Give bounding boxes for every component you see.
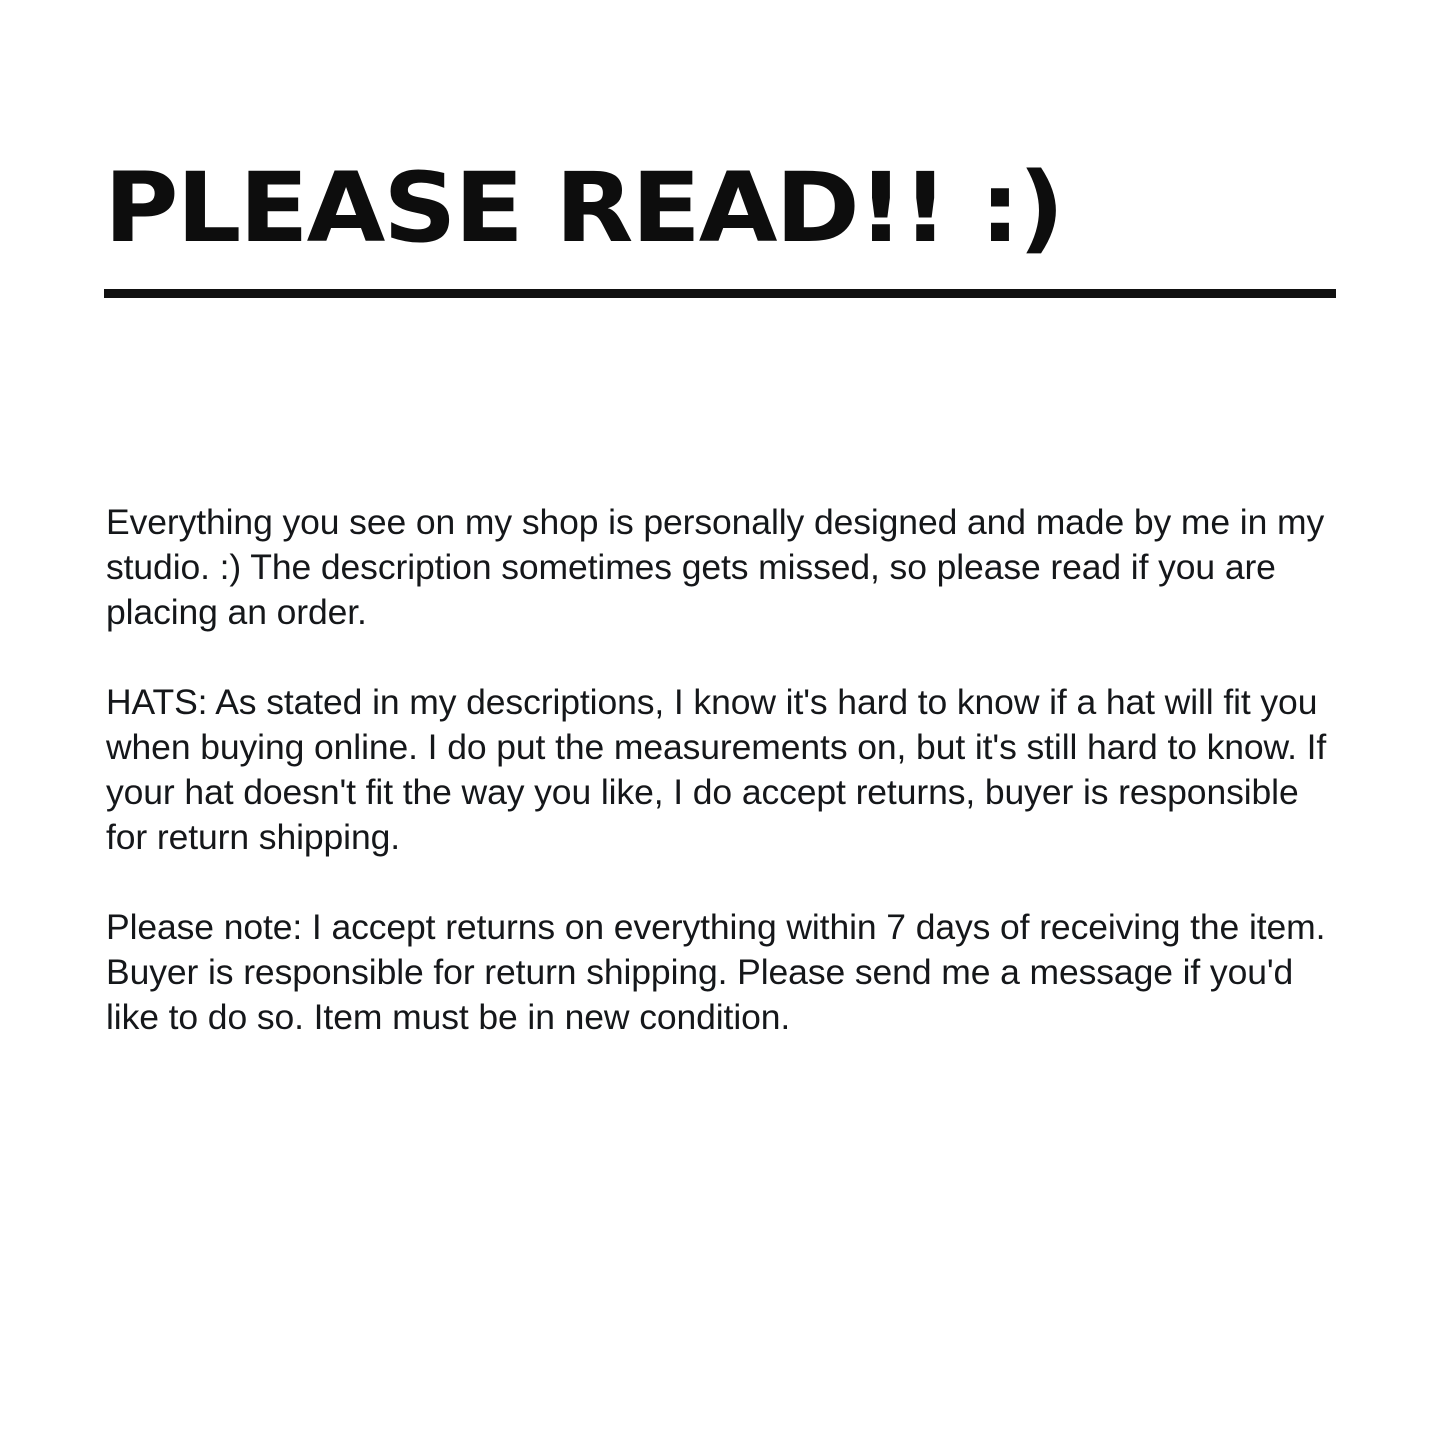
page-title: PLEASE READ!! :): [104, 152, 1063, 264]
paragraph-intro: Everything you see on my shop is personally designed and made by me in my studio. :) The description sometimes gets missed, so please read if you are placing an order.: [106, 502, 1325, 632]
page-title-block: [104, 152, 1336, 264]
paragraph-returns-note: Please note: I accept returns on everything within 7 days of receiving the item. Buyer is responsible for return shipping. Please send me a message if you'd like to do so. Item must be in new condition.: [106, 907, 1326, 1037]
paragraph-hats: HATS: As stated in my descriptions, I know it's hard to know if a hat will fit you when buying online. I do put the measurements on, but it's still hard to know. If your hat doesn't fit the way you like, I do accept returns, buyer is responsible for return shipping.: [106, 682, 1327, 857]
body-content: [106, 500, 1346, 1040]
title-divider: [104, 289, 1336, 298]
